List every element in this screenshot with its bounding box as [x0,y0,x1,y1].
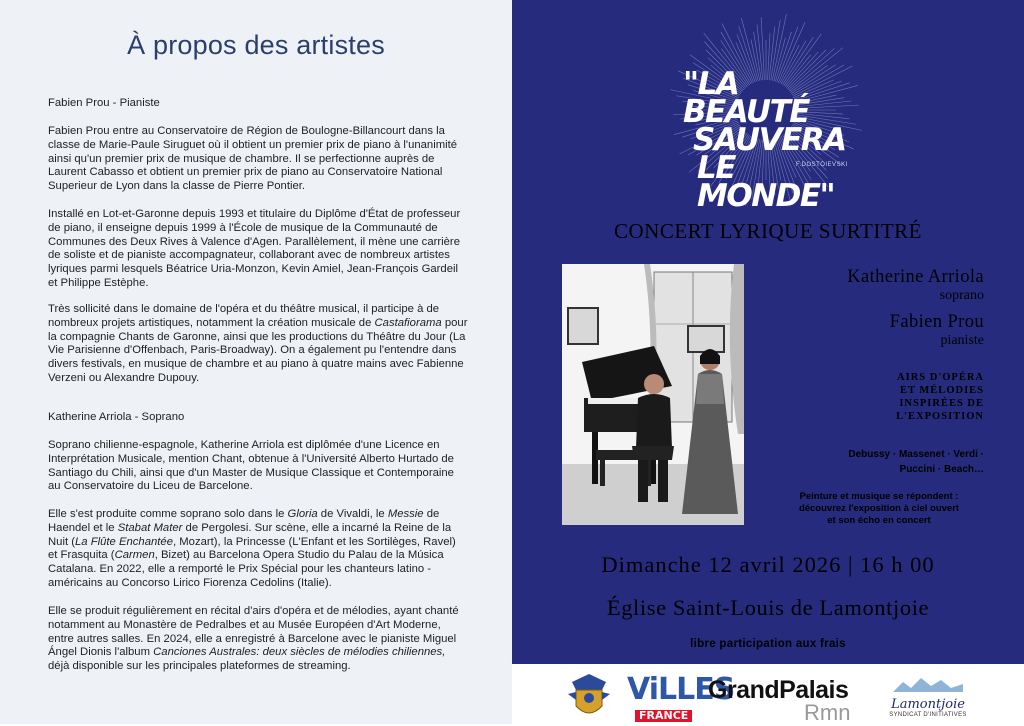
pianist-credit [890,312,984,349]
page-title: À propos des artistes [127,30,385,60]
quote-author: F.DOSTOIEVSKI [796,162,848,168]
entry-note: libre participation aux frais [690,638,846,650]
sponsor-logos [512,664,1024,724]
katherine-heading: Katherine Arriola - Soprano [48,411,185,423]
program-description: AIRS D'OPÉRA ET MÉLODIES INSPIRÉES DE L'EXPOSITION [896,372,984,422]
fabien-bio-paragraph-2: Installé en Lot-et-Garonne depuis 1993 et titulaire du Diplôme d'État de professeur de piano, il enseigne depuis 1999 à l'École de musique de la Communauté de Communes des Deux Rives à Valence d'Agen. Parallèlement, il mène une carrière de soliste et de pianiste accompagnateur, collaborant avec de nombreux artistes lyriques parmi lesquels Béatrice Uria-Monzon, Kevin Amiel, Jean-François Gardeil et Philippe Estèphe. [48,208,461,289]
rmn-logo: Rmn [804,700,851,725]
quote-logo: "LA BEAUTÉ SAUVERA LE MONDE" [683,66,846,214]
katherine-bio-paragraph-2: Elle s'est produite comme soprano solo dans le Gloria de Vivaldi, le Messie de Haendel et le Stabat Mater de Pergolesi. Sur scène, elle a incarné la Reine de la Nuit (La Flûte Enchantée, Mozart), la Princesse (L'Enfant et les Sortilèges, Ravel) et Frasquita (Carmen, Bizet) au Barcelona Opera Studio du Palau de la Música Catalana. En 2022, elle a remporté le Prix Spécial pour les chanteurs latino - américains au Concorso Lirico Fiorenza Cedolins (Italie). [48,508,456,589]
event-venue: Église Saint-Louis de Lamontjoie [606,595,930,620]
grand-palais-logo: GrandPalais [708,676,849,704]
pianist-role: pianiste [940,333,984,348]
soprano-name: Katherine Arriola [847,267,984,287]
soprano-credit [847,267,984,304]
coat-of-arms-logo [564,672,614,722]
artists-photo [562,264,744,525]
event-date: Dimanche 12 avril 2026 | 16 h 00 [601,552,935,577]
fabien-bio-paragraph-3: Très sollicité dans le domaine de l'opéra et du théâtre musical, il participe à de nombreux projets artistiques, notamment la création musicale de Castafiorama pour la compagnie Chants de Garonne, ainsi que les productions du Théâtre du Jour (La Vie Parisienne d'Offenbach, Paris-Broadway). On a également pu l'entendre dans divers festivals, en musique de chambre et au piano à quatre mains avec Fabienne Verzeni ou Alexandre Dupouy. [48,303,468,384]
lamontjoie-logo: Lamontjoie SYNDICAT D'INITIATIVES [884,678,972,718]
concert-title: CONCERT LYRIQUE SURTITRÉ [614,219,922,243]
fabien-bio-paragraph-1: Fabien Prou entre au Conservatoire de Région de Boulogne-Billancourt dans la classe de Marie-Paule Siruguet où il obtient un premier prix de piano à l'unanimité ainsi qu'un premier prix de musique de chambre. Il se perfectionne auprès de Laurent Cabasso et obtient un premier prix de piano au Conservatoire National Superieur de Lyon dans la classe de Pierre Pontier. [48,125,458,193]
katherine-bio-paragraph-1: Soprano chilienne-espagnole, Katherine Arriola est diplômée d'une Licence en Interprétation Musicale, mention Chant, obtenue à l'Université Alberto Hurtado de Santiago du Chili, ainsi que d'un Master de Musique Classique et Contemporaine au Conservatoire du Liceu de Barcelone. [48,439,454,493]
artists-page [0,0,512,724]
katherine-bio-paragraph-3: Elle se produit régulièrement en récital d'airs d'opéra et de mélodies, ayant chanté notamment au Monastère de Pedralbes et au Musée Européen d'Art Moderne, entre autres salles. En 2024, elle a enregistré à Barcelone avec le pianiste Miguel Ángel Dionis l'album Canciones Australes: deux siècles de mélodies chiliennes, déjà disponible sur les principales plateformes de streaming. [48,605,459,673]
pianist-name: Fabien Prou [889,312,984,332]
soprano-role: soprano [939,288,984,303]
exhibition-note: Peinture et musique se répondent : découvrez l'exposition à ciel ouvert et son écho en concert [798,491,960,526]
villes-de-france-logo: ViLLES FRANCE [627,672,735,722]
fabien-heading: Fabien Prou - Pianiste [48,97,160,109]
composers-list: Debussy · Massenet · Verdi · Puccini · Beach… [848,449,984,475]
